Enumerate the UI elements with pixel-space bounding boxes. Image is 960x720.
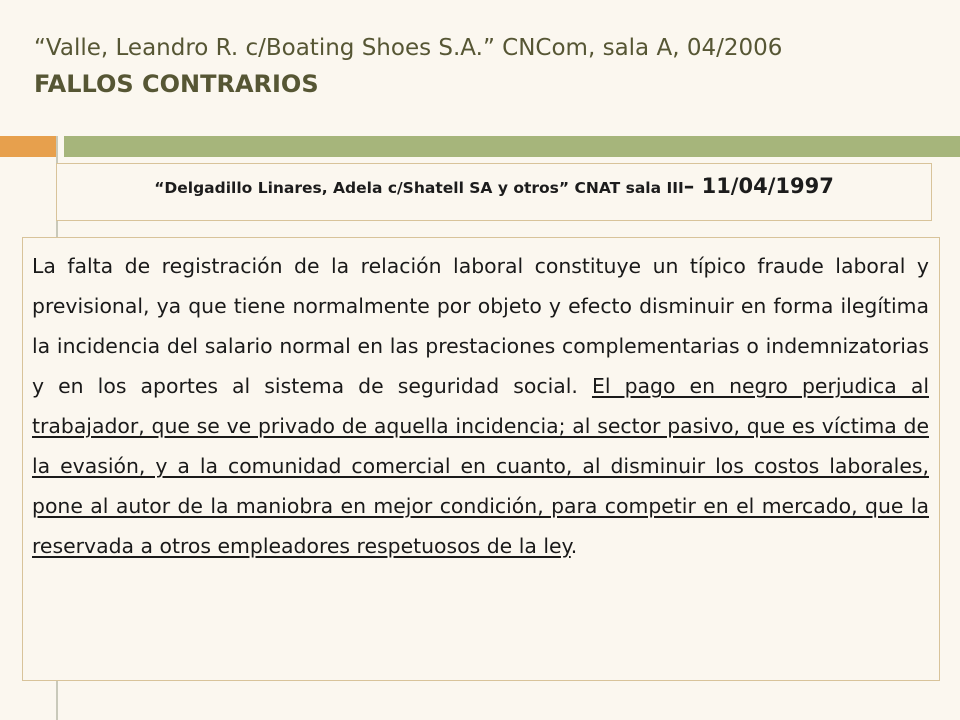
accent-bar-olive xyxy=(64,136,960,157)
title-heading: FALLOS CONTRARIOS xyxy=(34,70,319,98)
ruling-text-end: . xyxy=(570,534,578,558)
title-case-reference: “Valle, Leandro R. c/Boating Shoes S.A.” CNCom, sala A, 04/2006 xyxy=(34,35,783,61)
case-reference-text xyxy=(57,172,931,202)
ruling-text-plain: La falta de registración de la relación laboral constituye un típico fraude laboral y previsional, ya que tiene normalmente por objeto y efecto disminuir en forma ilegítima la incidencia del salario normal en las prestaciones complementarias o indemnizatorias y en los aportes al sistema de seguridad social. xyxy=(32,254,929,398)
case-reference-label: “Delgadillo Linares, Adela c/Shatell SA y otros” CNAT sala III xyxy=(154,179,684,197)
ruling-paragraph xyxy=(32,246,929,566)
ruling-text-box xyxy=(22,237,940,681)
slide-title xyxy=(34,30,934,102)
case-reference-box xyxy=(56,163,932,221)
accent-bar-orange xyxy=(0,136,56,157)
ruling-text-underlined: El pago en negro perjudica al trabajador, que se ve privado de aquella incidencia; al sector pasivo, que es víctima de la evasión, y a la comunidad comercial en cuanto, al disminuir los costos laborales, pone al autor de la maniobra en mejor condición, para competir en el mercado, que la reservada a otros empleadores respetuosos de la ley xyxy=(32,374,929,558)
case-reference-date: – 11/04/1997 xyxy=(683,174,834,198)
